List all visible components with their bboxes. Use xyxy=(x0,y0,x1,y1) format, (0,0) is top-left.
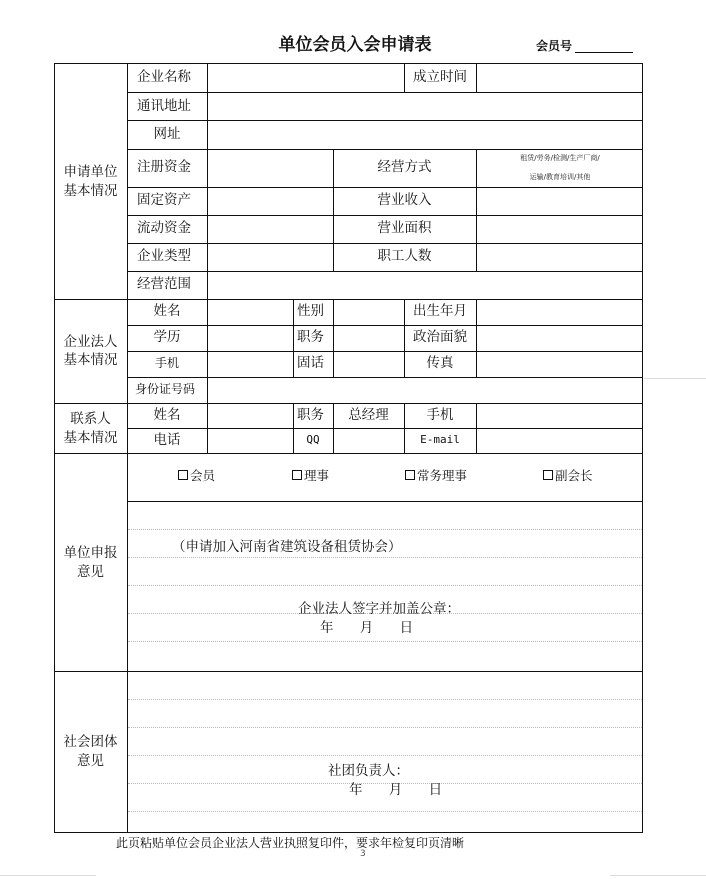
birth-field[interactable] xyxy=(476,299,642,325)
label-id-number: 身份证号码 xyxy=(135,382,196,397)
checkbox-director[interactable] xyxy=(292,470,302,480)
company-type-field[interactable] xyxy=(207,243,333,271)
label-contact-qq: QQ xyxy=(306,433,320,447)
page-number: 3 xyxy=(360,849,366,859)
label-contact-name: 姓名 xyxy=(153,406,181,423)
footer-note: 此页粘贴单位会员企业法人营业执照复印件，要求年检复印页清晰 xyxy=(116,836,465,850)
option-vice-president[interactable] xyxy=(543,466,593,484)
label-birth: 出生年月 xyxy=(413,303,467,320)
checkbox-vice-president[interactable] xyxy=(543,470,553,480)
biz-mode-option-line-2[interactable]: 运输/教育培训/其他 xyxy=(529,173,591,181)
company-name-field[interactable] xyxy=(207,63,404,93)
label-company-type: 企业类型 xyxy=(137,248,191,265)
website-field[interactable] xyxy=(207,120,642,149)
label-current-assets: 流动资金 xyxy=(137,220,191,237)
label-position: 职务 xyxy=(297,329,324,346)
label-contact-mobile: 手机 xyxy=(426,406,454,423)
row-divider xyxy=(127,501,643,502)
id-number-field[interactable] xyxy=(207,377,642,403)
label-political: 政治面貌 xyxy=(413,329,467,346)
reg-capital-field[interactable] xyxy=(207,149,333,187)
option-vice-president-label: 副会长 xyxy=(555,468,593,483)
biz-area-field[interactable] xyxy=(476,215,642,243)
label-biz-mode: 经营方式 xyxy=(377,159,432,176)
option-director[interactable] xyxy=(292,466,329,484)
table-border-right xyxy=(642,63,643,833)
section-divider xyxy=(54,453,643,454)
writing-line xyxy=(128,529,642,530)
section-divider xyxy=(54,671,643,672)
group-unit-basic: 申请单位 基本情况 xyxy=(63,164,118,199)
political-field[interactable] xyxy=(476,325,642,351)
checkbox-member[interactable] xyxy=(178,470,188,480)
writing-line xyxy=(128,641,642,642)
biz-scope-field[interactable] xyxy=(207,271,642,299)
landline-field[interactable] xyxy=(333,351,404,377)
checkbox-executive-director[interactable] xyxy=(405,470,415,480)
gender-field[interactable] xyxy=(333,299,404,325)
current-assets-field[interactable] xyxy=(207,215,333,243)
label-biz-scope: 经营范围 xyxy=(137,276,191,293)
writing-line xyxy=(128,811,642,812)
option-member-label: 会员 xyxy=(190,468,216,483)
unit-date-label: 年 月 日 xyxy=(320,620,414,636)
label-mobile: 手机 xyxy=(154,356,179,371)
group-legal-person: 企业法人 基本情况 xyxy=(63,333,118,368)
label-biz-area: 营业面积 xyxy=(377,220,432,237)
contact-mobile-field[interactable] xyxy=(476,403,642,428)
fax-field[interactable] xyxy=(476,351,642,377)
label-landline: 固话 xyxy=(297,355,324,372)
form-title: 单位会员入会申请表 xyxy=(278,35,432,55)
founded-field[interactable] xyxy=(476,63,642,93)
writing-line xyxy=(128,557,642,558)
table-border-bottom xyxy=(54,832,643,833)
label-revenue: 营业收入 xyxy=(377,192,432,209)
member-number-label: 会员号 xyxy=(536,39,573,53)
contact-phone-field[interactable] xyxy=(207,428,293,453)
revenue-field[interactable] xyxy=(476,187,642,215)
education-field[interactable] xyxy=(207,325,293,351)
label-education: 学历 xyxy=(153,329,181,346)
legal-name-field[interactable] xyxy=(207,299,293,325)
page-edge-mark xyxy=(0,875,96,876)
address-field[interactable] xyxy=(207,92,642,121)
group-unit-opinion: 单位申报 意见 xyxy=(63,545,118,580)
writing-line xyxy=(128,699,642,700)
contact-position-value[interactable]: 总经理 xyxy=(348,406,389,423)
page-edge-mark xyxy=(610,875,706,876)
label-fixed-assets: 固定资产 xyxy=(137,192,191,209)
apply-statement: （申请加入河南省建筑设备租赁协会） xyxy=(172,539,402,555)
member-number-field[interactable] xyxy=(575,52,633,53)
mobile-field[interactable] xyxy=(207,351,293,377)
label-contact-position: 职务 xyxy=(297,406,324,423)
label-employees: 职工人数 xyxy=(377,248,432,265)
writing-line xyxy=(128,585,642,586)
biz-mode-option-line-1[interactable]: 租赁/劳务/检测/生产厂商/ xyxy=(520,154,600,162)
option-director-label: 理事 xyxy=(304,468,330,483)
label-founded: 成立时间 xyxy=(413,69,467,86)
contact-qq-field[interactable] xyxy=(333,428,404,453)
option-executive-director-label: 常务理事 xyxy=(417,468,468,483)
position-field[interactable] xyxy=(333,325,404,351)
label-legal-name: 姓名 xyxy=(153,303,181,320)
writing-line xyxy=(128,727,642,728)
legal-sign-label: 企业法人签字并加盖公章： xyxy=(298,601,460,617)
label-address: 通讯地址 xyxy=(137,97,191,114)
label-reg-capital: 注册资金 xyxy=(137,159,191,176)
society-date-label: 年 月 日 xyxy=(349,782,443,798)
option-executive-director[interactable] xyxy=(405,466,467,484)
label-fax: 传真 xyxy=(426,355,454,372)
group-society-opinion: 社会团体 意见 xyxy=(63,734,118,769)
option-member[interactable] xyxy=(178,466,215,484)
label-gender: 性别 xyxy=(297,303,324,320)
contact-email-field[interactable] xyxy=(476,428,642,453)
page-edge-mark xyxy=(644,378,706,379)
contact-name-field[interactable] xyxy=(207,403,293,428)
label-contact-phone: 电话 xyxy=(153,431,181,448)
fixed-assets-field[interactable] xyxy=(207,187,333,215)
label-website: 网址 xyxy=(153,125,181,142)
label-contact-email: E-mail xyxy=(420,433,460,447)
employees-field[interactable] xyxy=(476,243,642,271)
group-contact: 联系人 基本情况 xyxy=(63,411,118,446)
society-sign-label: 社团负责人： xyxy=(328,763,409,779)
writing-line xyxy=(128,755,642,756)
label-company-name: 企业名称 xyxy=(137,69,191,86)
